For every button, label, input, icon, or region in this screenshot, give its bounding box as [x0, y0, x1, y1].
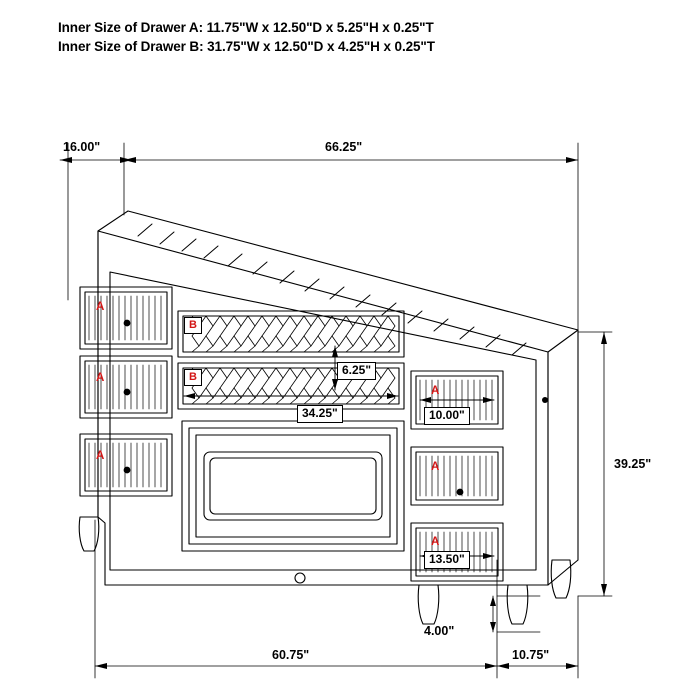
dim-60-75: 60.75": [272, 648, 310, 662]
dim-34-25: 34.25": [297, 405, 343, 423]
dim-66-25: 66.25": [325, 140, 363, 154]
dim-13-50: 13.50": [424, 551, 470, 569]
drawer-label-a-left-1: A: [96, 301, 105, 313]
dim-4-00: 4.00": [424, 624, 455, 638]
drawer-a-spec-text: Inner Size of Drawer A: 11.75"W x 12.50"D x 5.25"H x 0.25"T: [58, 20, 434, 35]
dim-16-00: 16.00": [63, 140, 101, 154]
dim-10-75: 10.75": [512, 648, 550, 662]
drawer-label-a-right-3: A: [431, 536, 440, 548]
drawer-label-b-top: B: [184, 317, 202, 334]
drawer-label-b-bottom: B: [184, 369, 202, 386]
dim-10-00: 10.00": [424, 407, 470, 425]
drawer-label-a-left-3: A: [96, 450, 105, 462]
drawer-label-a-left-2: A: [96, 372, 105, 384]
dim-6-25: 6.25": [337, 362, 376, 380]
dim-39-25: 39.25": [614, 457, 652, 471]
drawer-label-a-right-2: A: [431, 461, 440, 473]
drawer-b-spec-text: Inner Size of Drawer B: 31.75"W x 12.50"D x 4.25"H x 0.25"T: [58, 39, 435, 54]
drawer-label-a-right-1: A: [431, 385, 440, 397]
